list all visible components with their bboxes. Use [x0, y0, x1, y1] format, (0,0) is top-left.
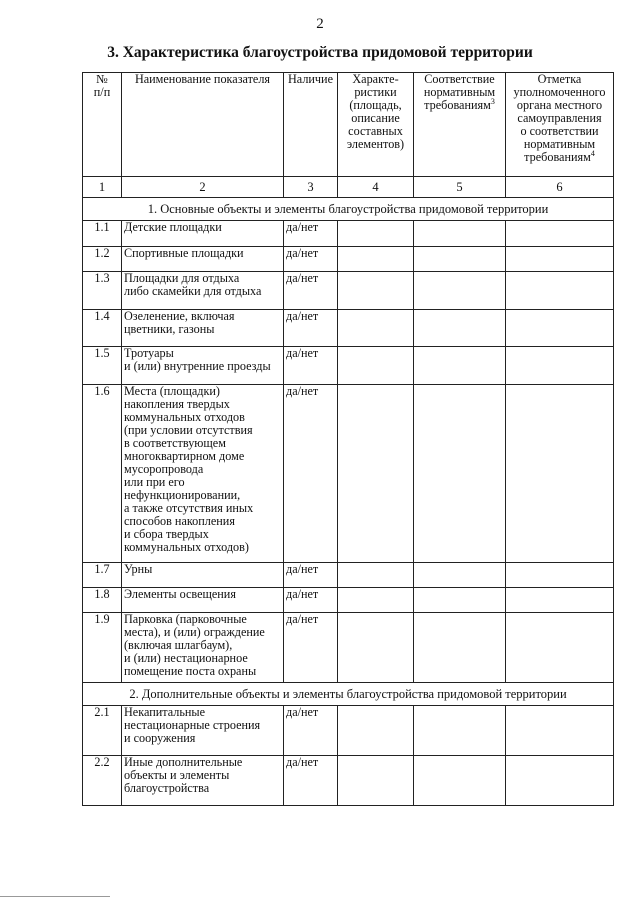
header-col-characteristics	[338, 73, 414, 177]
indicator-name-line: (при условии отсутствия	[124, 423, 253, 437]
indicator-name	[122, 272, 284, 310]
header-line: самоуправления	[517, 111, 602, 125]
authority-mark-cell[interactable]	[506, 706, 614, 756]
header-line: составных	[348, 124, 403, 138]
header-col-presence	[284, 73, 338, 177]
footnote-marker: 3	[490, 96, 495, 106]
indicator-name	[122, 385, 284, 563]
indicator-name-line: Иные дополнительные	[124, 755, 243, 769]
footnote-separator	[0, 896, 110, 897]
column-number: 6	[506, 177, 614, 198]
table-row	[83, 588, 614, 613]
characteristics-cell[interactable]	[338, 247, 414, 272]
row-number: 1.5	[83, 347, 122, 385]
authority-mark-cell[interactable]	[506, 221, 614, 247]
header-line: органа местного	[516, 98, 603, 112]
authority-mark-cell[interactable]	[506, 347, 614, 385]
indicator-name-line: Детские площадки	[124, 220, 222, 234]
table-row	[83, 247, 614, 272]
table-row	[83, 310, 614, 347]
authority-mark-cell[interactable]	[506, 613, 614, 683]
header-col-authority-mark	[506, 73, 614, 177]
section-title: 1. Основные объекты и элементы благоустройства придомовой территории	[83, 198, 614, 221]
characteristics-cell[interactable]	[338, 563, 414, 588]
indicator-name-line: Урны	[124, 562, 153, 576]
indicator-name-line: нефункционировании,	[124, 488, 241, 502]
presence-value: да/нет	[284, 221, 338, 247]
indicator-name-line: и сооружения	[124, 731, 196, 745]
header-line: №	[96, 72, 108, 86]
header-line: Соответствие	[424, 72, 495, 86]
table-row	[83, 613, 614, 683]
authority-mark-cell[interactable]	[506, 563, 614, 588]
indicator-name	[122, 310, 284, 347]
indicator-name-line: и (или) внутренние проезды	[124, 359, 271, 373]
page-number: 2	[316, 16, 324, 32]
table-row	[83, 347, 614, 385]
indicator-name-line: Элементы освещения	[124, 587, 236, 601]
compliance-cell[interactable]	[414, 613, 506, 683]
presence-value: да/нет	[284, 247, 338, 272]
indicator-name-line: (включая шлагбаум),	[124, 638, 233, 652]
presence-value: да/нет	[284, 756, 338, 806]
compliance-cell[interactable]	[414, 588, 506, 613]
header-col-name	[122, 73, 284, 177]
column-number-row	[83, 177, 614, 198]
header-line: требованиям	[424, 98, 491, 112]
indicator-name-line: Спортивные площадки	[124, 246, 244, 260]
presence-value: да/нет	[284, 706, 338, 756]
authority-mark-cell[interactable]	[506, 588, 614, 613]
compliance-cell[interactable]	[414, 563, 506, 588]
header-line: нормативным	[423, 85, 496, 99]
compliance-cell[interactable]	[414, 347, 506, 385]
indicator-name-line: мусоропровода	[124, 462, 204, 476]
header-line: о соответствии	[520, 124, 599, 138]
row-number: 1.2	[83, 247, 122, 272]
compliance-cell[interactable]	[414, 756, 506, 806]
column-number: 5	[414, 177, 506, 198]
row-number: 2.1	[83, 706, 122, 756]
indicator-name-line: а также отсутствия иных	[124, 501, 254, 515]
characteristics-cell[interactable]	[338, 613, 414, 683]
header-line: Характе-	[352, 72, 399, 86]
characteristics-cell[interactable]	[338, 706, 414, 756]
indicator-name-line: и (или) нестационарное	[124, 651, 248, 665]
characteristics-cell[interactable]	[338, 588, 414, 613]
row-number: 1.6	[83, 385, 122, 563]
table-row	[83, 756, 614, 806]
indicator-name	[122, 563, 284, 588]
indicator-name-line: места), и (или) ограждение	[124, 625, 265, 639]
compliance-cell[interactable]	[414, 310, 506, 347]
presence-value: да/нет	[284, 563, 338, 588]
characteristics-cell[interactable]	[338, 221, 414, 247]
indicator-name-line: накопления твердых	[124, 397, 230, 411]
row-number: 1.9	[83, 613, 122, 683]
row-number: 2.2	[83, 756, 122, 806]
section-row	[83, 198, 614, 221]
table-body	[83, 198, 614, 806]
table-row	[83, 221, 614, 247]
compliance-cell[interactable]	[414, 221, 506, 247]
characteristics-table	[82, 72, 614, 806]
footnote-marker: 4	[590, 148, 595, 158]
compliance-cell[interactable]	[414, 247, 506, 272]
row-number: 1.1	[83, 221, 122, 247]
indicator-name-line: многоквартирном доме	[124, 449, 245, 463]
header-line: описание	[351, 111, 400, 125]
indicator-name	[122, 347, 284, 385]
header-line: ристики	[354, 85, 397, 99]
indicator-name-line: коммунальных отходов	[124, 410, 245, 424]
table-row	[83, 385, 614, 563]
presence-value: да/нет	[284, 588, 338, 613]
indicator-name	[122, 247, 284, 272]
presence-value: да/нет	[284, 310, 338, 347]
header-line: Наличие	[288, 72, 333, 86]
characteristics-cell[interactable]	[338, 310, 414, 347]
characteristics-cell[interactable]	[338, 272, 414, 310]
column-number: 3	[284, 177, 338, 198]
compliance-cell[interactable]	[414, 706, 506, 756]
indicator-name-line: в соответствующем	[124, 436, 226, 450]
indicator-name	[122, 221, 284, 247]
indicator-name	[122, 706, 284, 756]
indicator-name-line: нестационарные строения	[124, 718, 261, 732]
row-number: 1.3	[83, 272, 122, 310]
header-line: п/п	[93, 85, 111, 99]
compliance-cell[interactable]	[414, 272, 506, 310]
section-row	[83, 683, 614, 706]
authority-mark-cell[interactable]	[506, 310, 614, 347]
indicator-name-line: благоустройства	[124, 781, 210, 795]
presence-value: да/нет	[284, 613, 338, 683]
header-line: уполномоченного	[513, 85, 606, 99]
header-row	[83, 73, 614, 177]
header-col-number	[83, 73, 122, 177]
indicator-name-line: Некапитальные	[124, 705, 205, 719]
row-number: 1.7	[83, 563, 122, 588]
indicator-name-line: коммунальных отходов)	[124, 540, 249, 554]
header-line: нормативным	[523, 137, 596, 151]
authority-mark-cell[interactable]	[506, 756, 614, 806]
indicator-name-line: способов накопления	[124, 514, 235, 528]
header-line: Отметка	[537, 72, 582, 86]
characteristics-cell[interactable]	[338, 347, 414, 385]
page-title: 3. Характеристика благоустройства придомовой территории	[107, 44, 533, 61]
column-number: 1	[83, 177, 122, 198]
header-line: Наименование показателя	[134, 72, 271, 86]
indicator-name	[122, 756, 284, 806]
compliance-cell[interactable]	[414, 385, 506, 563]
indicator-name	[122, 588, 284, 613]
indicator-name-line: Площадки для отдыха	[124, 271, 240, 285]
header-line: элементов)	[346, 137, 405, 151]
indicator-name-line: или при его	[124, 475, 185, 489]
header-line: требованиям	[524, 150, 591, 164]
column-number: 2	[122, 177, 284, 198]
authority-mark-cell[interactable]	[506, 247, 614, 272]
authority-mark-cell[interactable]	[506, 385, 614, 563]
presence-value: да/нет	[284, 385, 338, 563]
table-row	[83, 272, 614, 310]
indicator-name	[122, 613, 284, 683]
header-col-compliance	[414, 73, 506, 177]
authority-mark-cell[interactable]	[506, 272, 614, 310]
table-row	[83, 563, 614, 588]
indicator-name-line: либо скамейки для отдыха	[124, 284, 262, 298]
indicator-name-line: цветники, газоны	[124, 322, 215, 336]
row-number: 1.8	[83, 588, 122, 613]
presence-value: да/нет	[284, 272, 338, 310]
indicator-name-line: Места (площадки)	[124, 384, 220, 398]
header-line: (площадь,	[349, 98, 402, 112]
characteristics-cell[interactable]	[338, 756, 414, 806]
row-number: 1.4	[83, 310, 122, 347]
section-title: 2. Дополнительные объекты и элементы благоустройства придомовой территории	[83, 683, 614, 706]
indicator-name-line: Парковка (парковочные	[124, 612, 247, 626]
indicator-name-line: Тротуары	[124, 346, 174, 360]
indicator-name-line: помещение поста охраны	[124, 664, 257, 678]
indicator-name-line: Озеленение, включая	[124, 309, 235, 323]
table-row	[83, 706, 614, 756]
indicator-name-line: и сбора твердых	[124, 527, 209, 541]
characteristics-cell[interactable]	[338, 385, 414, 563]
indicator-name-line: объекты и элементы	[124, 768, 230, 782]
column-number: 4	[338, 177, 414, 198]
presence-value: да/нет	[284, 347, 338, 385]
